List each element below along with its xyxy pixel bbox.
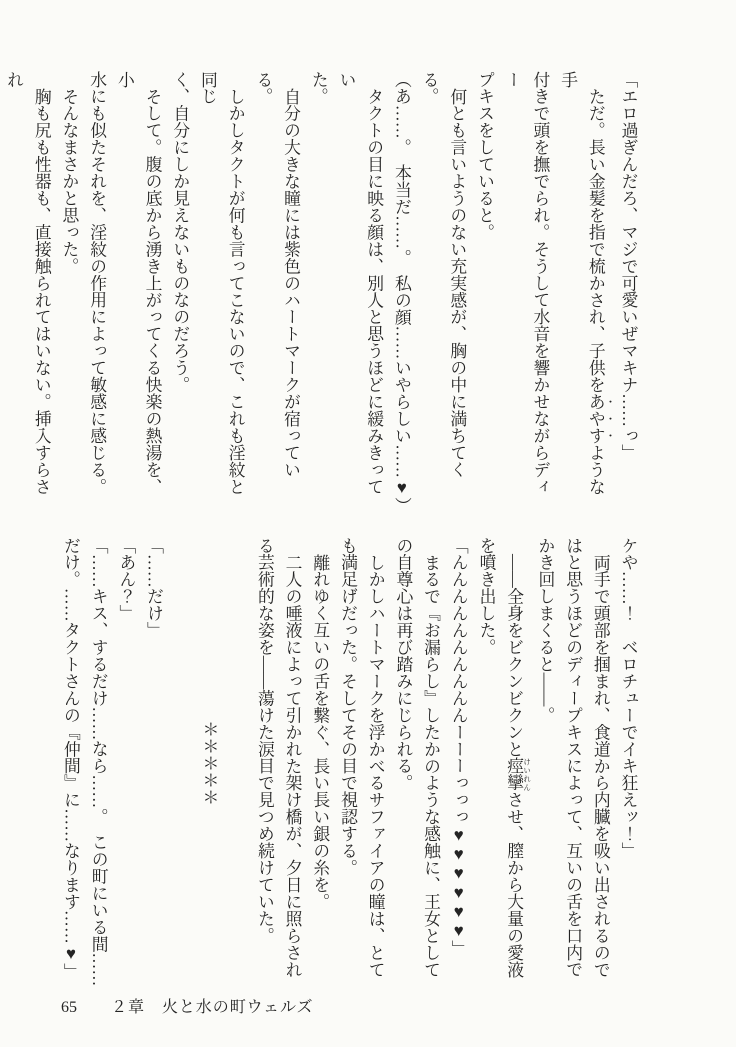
text-line: プキスをしていると。 xyxy=(475,71,495,241)
page-number: 65 xyxy=(61,999,77,1016)
blank-line xyxy=(168,537,196,989)
chapter-title: ２章 火と水の町ウェルズ xyxy=(111,999,314,1016)
scene-break-line: ＊＊＊＊＊ xyxy=(199,720,219,806)
text-line: 水にも似たそれを、淫紋の作用によって敏感に感じる。 xyxy=(87,71,107,495)
text-line: しかしハートマークを浮かべるサファイアの瞳は、とて xyxy=(366,553,386,978)
text-line: しかしタクトが何も言ってこないので、これも淫紋と同じ xyxy=(198,71,246,495)
text-line: 両手で頭部を掴まれ、食道から内臓を吸い出されるので xyxy=(591,553,611,978)
text-line: ただ。長い金髪を指で梳かされ、子供をあやすような手 xyxy=(558,71,606,495)
text-line: 何とも言いようのない充実感が、胸の中に満ちてくる。 xyxy=(420,71,467,478)
text-line: まるで『お漏らし』したかのような感触に、王女として xyxy=(421,553,441,978)
text-block-bottom xyxy=(57,537,642,989)
text-line: 自分の大きな瞳には紫色のハートマークが宿っている。 xyxy=(253,71,301,478)
text-line: （あ……。 本当だ……。 私の顔……いやらしい……♥） xyxy=(392,71,412,515)
text-line: ケや……！ ベロチューでイキ狂えッ！」 xyxy=(619,537,638,860)
text-line: そんなまさかと思った。 xyxy=(59,87,79,275)
text-line: はと思うほどのディープキスによって、互いの舌を口内で xyxy=(563,537,583,978)
ruby-annotated-word: 痙攣 けいれん xyxy=(504,757,532,792)
text-line: る芸術的な姿を——蕩けた涙目で見つめ続けていた。 xyxy=(255,537,275,944)
text-line: 「……だけ」 xyxy=(144,537,164,639)
text-line: ——全身をビクンビクンと痙攣 けいれんさせ、膣から大量の愛液 xyxy=(504,553,532,978)
text-line: そして。腹の底から湧き上がってくる快楽の熱湯を、小 xyxy=(115,71,163,495)
text-line: タクトの目に映る顔は、別人と思うほどに緩みきってい xyxy=(336,71,384,495)
text-line: を噴き出した。 xyxy=(476,537,496,656)
emphasis-dotted-text: あやす xyxy=(586,393,606,444)
text-line: 離れゆく互いの舌を繋ぐ、長い長い銀の糸を。 xyxy=(310,553,330,910)
text-line: も満足げだった。そしてその目で視認する。 xyxy=(338,537,358,877)
text-line: 付きで頭を撫でられ。そうして水音を響かせながらディー xyxy=(503,71,550,495)
text-line: く、自分にしか見えないものなのだろう。 xyxy=(170,71,190,394)
text-line: 「あん？」 xyxy=(116,537,136,622)
text-line: 「んんんんんんんんんんーーーっっっ♥♥♥♥♥♥」 xyxy=(449,537,469,958)
text-line: 二人の唾液によって引かれた架け橋が、夕日に照らされ xyxy=(283,553,303,978)
blank-line xyxy=(223,537,251,989)
text-block-top xyxy=(0,71,642,515)
page-footer xyxy=(61,994,313,1017)
text-line: た。 xyxy=(309,71,329,105)
text-line: 胸も尻も性器も、直接触られてはいない。挿入すらされ xyxy=(4,71,52,495)
text-line: 「……キス、するだけ……なら……。 この町にいる間…… xyxy=(89,537,109,987)
text-line: かき回しまくると——。 xyxy=(535,537,555,724)
text-line: の自尊心は再び踏みにじられる。 xyxy=(393,537,413,792)
text-line: だけ。……タクトさんの『仲間』に……なります……♥」 xyxy=(61,537,81,981)
text-line: 「エロ過ぎんだろ、マジで可愛いぜマキナ……っ」 xyxy=(619,71,638,462)
